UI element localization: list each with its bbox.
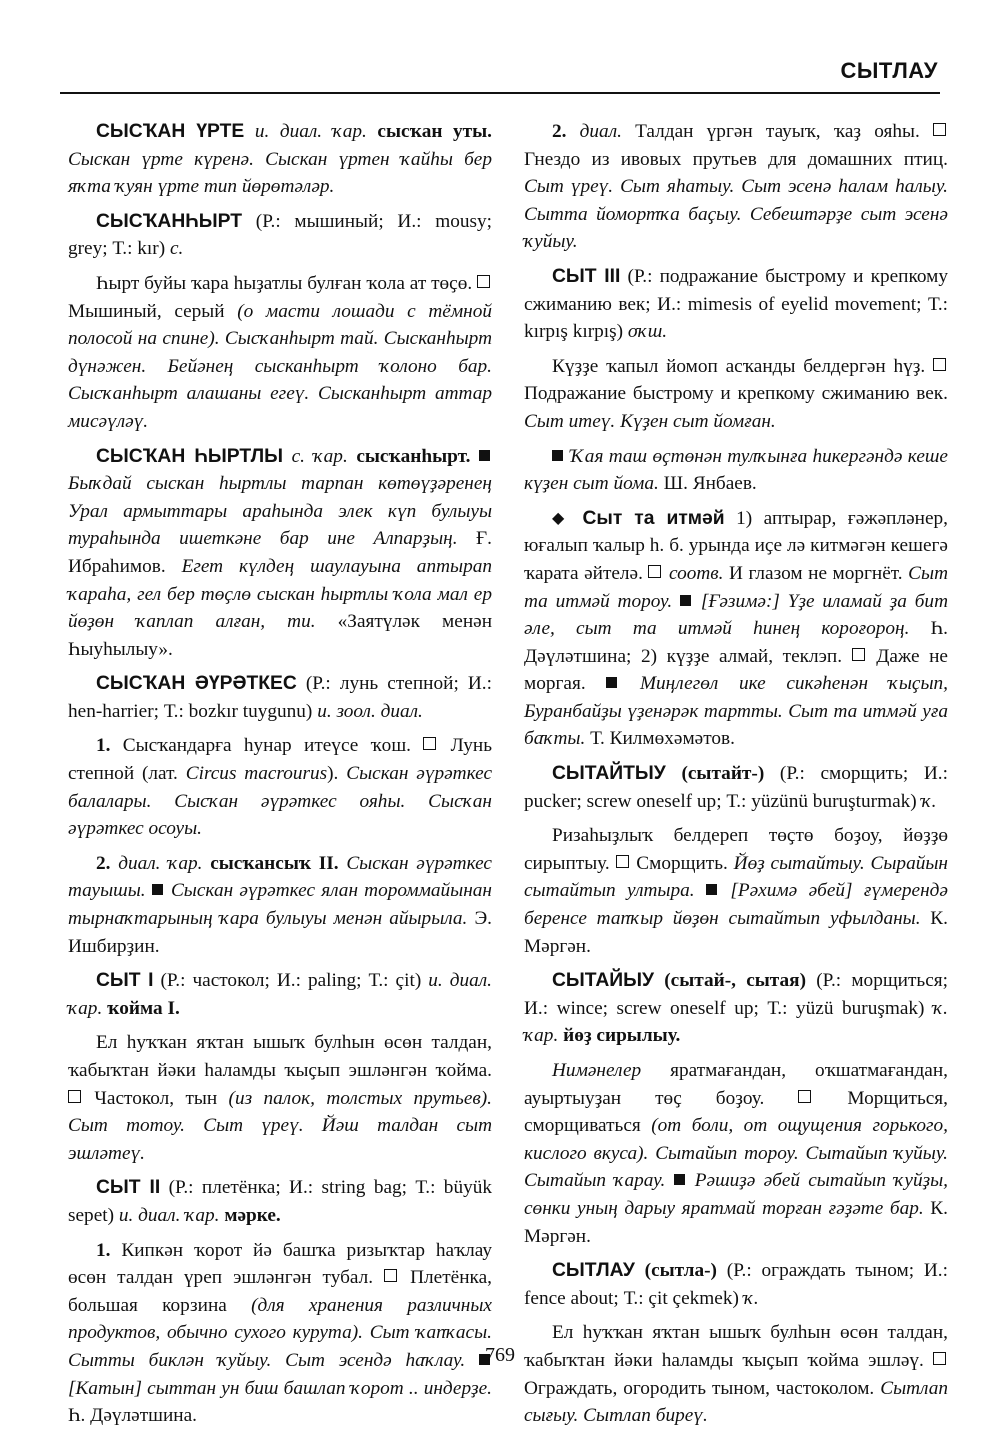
white-square-icon xyxy=(68,1090,81,1103)
grammar-label: и. диал. ҡар. xyxy=(68,970,493,1019)
quote-author: Ш. Янбаев. xyxy=(658,473,757,495)
definition: Һырт буйы ҡара һыҙатлы булған ҡола ат төҫө. xyxy=(96,272,477,294)
headword-stem: (сытайт-) xyxy=(665,763,765,785)
grammar-label: с. xyxy=(169,238,184,260)
sense-2 xyxy=(524,118,948,256)
literary-quote: [Рәхимә әбей] ғүмерендә беренсе тапҡыр йөҙөн сытайтып уфылданы. xyxy=(524,880,948,930)
headword: СЫТ II xyxy=(96,1177,161,1199)
usage-examples: Сыскан үрте күренә. Сыскан үртен ҡайһы бер яҡта ҡуян үрте тип йөрөтәләр. xyxy=(68,148,492,198)
sense-1 xyxy=(68,732,492,842)
russian-equivalent: Лунь степной (лат. xyxy=(68,735,492,785)
headword-stem: (сытай-, сытая) xyxy=(654,970,807,992)
russian-equivalent: Сморщить. xyxy=(636,852,734,874)
entry-sytlau xyxy=(524,1257,948,1312)
grammar-label: диал. xyxy=(566,121,622,142)
literary-quote: Сыскан әүрәткес ялан тороммайынан тырнаҡтарының ҡара булыуы менән айырыла. xyxy=(68,880,492,930)
definition: Ел һуҡҡан яҡтан ышыҡ булһын өсөн талдан, ҡабыҡтан йәки һаламды ҡыҫып эшләнгән ҡойма. xyxy=(68,1032,492,1081)
russian-equivalent: Гнездо из ивовых прутьев для домашних птиц. xyxy=(524,148,948,170)
headword: СЫСҠАН ӘҮРӘТКЕС xyxy=(96,673,297,695)
left-column xyxy=(68,118,492,1437)
definition: аптырар, ғәжәпләнер, юғалып ҡалыр һ. б. урында иҫе лә китмәгән кешегә ҡарата әйтелә. xyxy=(524,507,948,584)
grammar-label: и. зоол. диал. xyxy=(317,700,423,722)
right-column xyxy=(524,118,948,1437)
grammar-label: и. диал. ҡар. xyxy=(244,121,378,142)
sense-1 xyxy=(68,1237,492,1430)
phrase-syt-ta-itmai xyxy=(524,505,948,753)
russian-equivalent: Подражание быстрому и крепкому сжиманию век. xyxy=(524,383,948,405)
grammar-label: ҡ. xyxy=(743,1287,759,1309)
sense-number: 1. xyxy=(96,735,111,757)
usage-examples: (из палок, толстых прутьев). Сыт тотоу. Сыт үреү. Йәш талдан сыт эшләтеү. xyxy=(68,1087,492,1164)
quote-author: К. Мәргән. xyxy=(524,908,948,957)
quote-author: Һ. Дәүләтшина; xyxy=(524,618,949,667)
headword: СЫТ III xyxy=(552,265,621,287)
usage-examples: (о масти лошади с тёмной полосой на спине). Сысҡанһырт тай. Сысканһырт дүнәжен. Бейәнең сысканһырт ҡолоно бар. Сысҡанһырт алашаны егеү. Сысканһырт аттар мисәүләү. xyxy=(68,300,492,432)
literary-quote: [Катын] сыттан ун биш башлап ҡорот .. индерҙе. xyxy=(68,1377,492,1399)
quote-author: Ғ. Ибраһимов. xyxy=(68,528,492,577)
sense-number: 1. xyxy=(96,1239,111,1261)
entry-syt-3 xyxy=(524,263,948,346)
literary-quote: Быҡдай сыскан һыртлы тарпан көтөүҙәренең Урал армыттары араһында элек күп булыуы тураһында ишеткәне бар ине Алпарҙың. xyxy=(68,473,492,550)
white-square-icon xyxy=(423,737,436,750)
definition: Кипкән ҡорот йә башҡа ризыҡтар һаҡлау өсөн талдан үреп эшләнгән тубал. xyxy=(68,1239,492,1289)
entry-syskan-urte xyxy=(68,118,492,201)
entry-syt-1-sense xyxy=(68,1029,492,1167)
entry-syt-2 xyxy=(68,1174,492,1229)
grammar-label: с. ҡар. xyxy=(283,445,357,467)
definition: Сысҡандарға һунар итеүсе ҡош. xyxy=(110,735,424,757)
headword-stem: (сытла-) xyxy=(634,1260,717,1282)
literary-quote: Миңлегөл ике сикәһенән ҡыҫып, Буранбайҙы үҙенәрәк тартты. Сыт та итмәй уға баҡты. xyxy=(524,673,948,750)
cross-reference: мәрке. xyxy=(224,1204,281,1226)
definition: яратмағандан, оҡшатмағандан, ауыртыуҙан төҫ боҙоу. xyxy=(524,1060,948,1109)
usage-examples: Сыт үреү. Сыт яһатыу. Сыт эсенә һалам һалыу. Сытта йомортҡа баҫыу. Себештәрҙе сыт эсенә ҡуйыу. xyxy=(524,176,948,253)
translations: (Р.: сморщить; И.: pucker; screw oneself up; Т.: yüzünü buruşturmak) xyxy=(524,763,948,812)
entry-syskan-hyrtly xyxy=(68,443,492,664)
header-rule xyxy=(60,92,940,94)
grammar-label: ҡ. xyxy=(921,790,937,812)
black-square-icon xyxy=(674,1174,685,1185)
grammar-label: и. диал. ҡар. xyxy=(118,1204,225,1226)
entry-sytaityu-sense xyxy=(524,822,948,960)
cross-reference: сысҡанһырт. xyxy=(356,445,471,467)
latin-name: Circus macrourus xyxy=(185,763,328,785)
headword: СЫТ I xyxy=(96,970,154,992)
entry-syt-3-sense xyxy=(524,353,948,436)
definition: Ел һуҡҡан яҡтан ышыҡ булһын өсөн талдан, ҡабыҡтан йәки һаламды ҡыҫып ҡойма эшләү. xyxy=(524,1322,948,1371)
black-square-icon xyxy=(706,884,717,895)
white-square-icon xyxy=(798,1090,811,1103)
headword: СЫСҠАН ҮРТЕ xyxy=(96,121,245,142)
russian-equivalent: Мышиный, серый xyxy=(68,300,238,322)
literary-quote: [Ғәзимә:] Үҙе иламай ҙа бит әле, сыт та итмәй һинең короғороң. xyxy=(524,590,948,640)
sense-number: 2) xyxy=(640,645,657,667)
russian-equivalent: Плетёнка, большая корзина xyxy=(68,1267,492,1316)
entry-syskan-auratkes xyxy=(68,670,492,725)
usage-examples: Сыт та итмәй тороу. xyxy=(524,562,948,612)
quote-author: Т. Килмөхәмәтов. xyxy=(585,728,735,750)
sense-number: 2. xyxy=(96,852,111,874)
literary-quote: Рәшиҙә әбей сытайып ҡуйҙы, сөнки уның дарыу яратмай торған ғәҙәте бар. xyxy=(524,1170,948,1219)
black-square-icon xyxy=(479,450,490,461)
entry-syt-1 xyxy=(68,967,492,1022)
definition: Күҙҙе ҡапыл йомоп асҡанды белдергән һүҙ. xyxy=(552,355,933,377)
sense-2 xyxy=(68,850,492,960)
usage-examples: (для хранения различных продуктов, обычно сухого курута). Сыт ҡапҡасы. Сытты биклән ҡуйыу. Сыт эсендә һаҡлау. xyxy=(68,1294,492,1371)
lead-word: Нимәнелер xyxy=(552,1060,642,1081)
translations: (Р.: частокол; И.: paling; Т.: çit) xyxy=(153,970,429,992)
headword: СЫСҠАНҺЫРТ xyxy=(96,210,243,232)
headword: СЫТАЙЫУ xyxy=(552,970,655,992)
russian-equivalent: Морщиться, сморщиваться xyxy=(524,1087,948,1137)
russian-equivalent: Даже не моргая. xyxy=(524,645,948,695)
russian-equivalent: Ограждать, огородить тыном, частоколом. xyxy=(524,1377,881,1399)
entry-sytaiyu xyxy=(524,967,948,1050)
usage-examples: Йөҙ сытайтыу. Сырайын сытайтып ултыра. xyxy=(524,852,948,902)
page-number: 769 xyxy=(485,1344,515,1366)
white-square-icon xyxy=(648,565,661,578)
entry-sytaiyu-sense xyxy=(524,1057,948,1250)
entry-syskanhyrt xyxy=(68,208,492,263)
entry-syt-3-quote xyxy=(524,443,948,498)
white-square-icon xyxy=(384,1269,397,1282)
definition: Талдан үргән тауыҡ, ҡаҙ ояһы. xyxy=(621,121,933,142)
grammar-label: ҡ. ҡар. xyxy=(524,997,948,1047)
cross-reference: сысҡан уты. xyxy=(377,121,492,142)
cross-reference: ҡойма I. xyxy=(107,997,180,1019)
black-square-icon xyxy=(680,595,691,606)
russian-equivalent: И глазом не моргнёт. xyxy=(723,562,909,584)
quote-author: Э. Ишбирҙин. xyxy=(68,908,492,957)
definition: күҙҙе алмай, теклэп. xyxy=(657,645,852,667)
sense-number: 1) xyxy=(724,507,753,529)
translations: (Р.: плетёнка; И.: string bag; Т.: büyük sepet) xyxy=(68,1177,493,1226)
translations: (Р.: лунь степной; И.: hen-harrier; Т.: bozkır tuygunu) xyxy=(68,673,492,722)
headword: СЫСҠАН ҺЫРТЛЫ xyxy=(96,445,284,467)
sense-number: 2. xyxy=(552,121,567,142)
translations: (Р.: мышиный; И.: mousy; grey; Т.: kır) xyxy=(68,210,492,260)
usage-examples: (от боли, от ощущения горького, кислого вкуса). Сытайып тороу. Сытайып ҡуйыу. Сытайып ҡарау. xyxy=(524,1115,948,1192)
phrase-headword: Сыт та итмәй xyxy=(582,507,725,529)
running-head: СЫТЛАУ xyxy=(840,58,938,83)
usage-examples: Сыт итеү. Күҙен сыт йомған. xyxy=(524,410,776,432)
quote-source: «Заятүләк менән Һыуһылыу». xyxy=(68,611,493,660)
russian-equivalent: Частокол, тын xyxy=(94,1087,229,1109)
entry-sytaityu xyxy=(524,760,948,815)
black-diamond-icon: ◆ xyxy=(552,509,571,527)
translations: (Р.: морщиться; И.: wince; screw oneself up; Т.: yüzü buruşmak) xyxy=(524,970,949,1019)
definition: Ризаһыҙлыҡ белдереп төҫтө боҙоу, йөҙҙө сирыптыу. xyxy=(524,825,948,874)
quote-author: Һ. Дәүләтшина. xyxy=(68,1405,197,1427)
entry-syskanhyrt-sense xyxy=(68,270,492,436)
white-square-icon xyxy=(477,275,490,288)
white-square-icon xyxy=(933,358,946,371)
entry-sytlau-sense xyxy=(524,1319,948,1429)
white-square-icon xyxy=(933,123,946,136)
grammar-label: соотв. xyxy=(669,562,724,584)
usage-examples: Сыскан әүрәткес балалары. Сысҡан әүрәткес ояһы. Сысҡан әүрәткес осоуы. xyxy=(68,763,493,840)
translations: (Р.: ограждать тыном; И.: fence about; Т.: çit çekmek) xyxy=(524,1260,948,1309)
translations: (Р.: подражание быстрому и крепкому сжиманию век; И.: mimesis of eyelid movement; Т.: kırpış kırpış) xyxy=(524,265,948,343)
headword: СЫТЛАУ xyxy=(552,1260,635,1282)
literary-quote: Егет күлдең шаулауына аптырап ҡараһа, гел бер төҫлө сыскан һыртлы ҡола мал ер йөҙөн ҡаплап алған, ти. xyxy=(68,555,492,633)
punctuation: ). xyxy=(327,763,347,785)
black-square-icon xyxy=(152,884,163,895)
grammar-label: оҡш. xyxy=(627,321,668,343)
cross-reference: йөҙ сирылыу. xyxy=(563,1025,681,1047)
literary-quote: Ҡая таш өҫтөнән тулҡынға һикергәндә кеше күҙен сыт йома. xyxy=(524,445,948,495)
white-square-icon xyxy=(852,648,865,661)
usage-examples: Сытлап сығыу. Сытлап биреү. xyxy=(524,1377,948,1427)
cross-reference: сысҡансыҡ II. xyxy=(210,852,339,874)
white-square-icon xyxy=(616,855,629,868)
grammar-label: диал. ҡар. xyxy=(110,852,211,874)
black-square-icon xyxy=(606,677,617,688)
black-square-icon xyxy=(552,450,563,461)
headword: СЫТАЙТЫУ xyxy=(552,763,666,785)
usage-examples: Сыскан әүрәткес тауышы. xyxy=(68,852,492,902)
quote-author: К. Мәргән. xyxy=(524,1197,948,1247)
